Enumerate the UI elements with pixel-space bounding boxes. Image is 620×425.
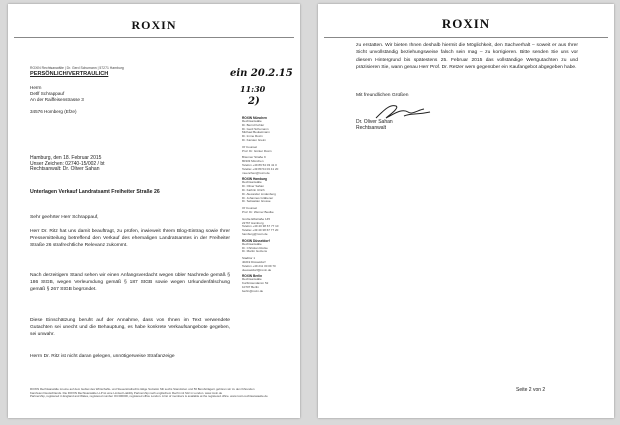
office-line: Dr. Imme Roxin xyxy=(242,135,263,139)
place-date: Hamburg, den 18. Februar 2015 xyxy=(30,155,102,161)
roxin-logo: ROXIN xyxy=(131,18,177,32)
office-line: 10707 Berlin xyxy=(242,285,259,289)
office-line: Stadttor 1 xyxy=(242,257,256,261)
footer-line: Partnership, registered in England and Wales, registered number OC300000, registered office London. A list of members is available at the registered office. www.roxin-rechtsanwaelte.de xyxy=(30,394,268,399)
closing-phrase: Mit freundlichen Grüßen xyxy=(356,93,409,98)
recipient-line: Herrn xyxy=(30,85,42,90)
office-line: Dr. Christian Rocke xyxy=(242,246,268,250)
office-line: Große Elbstraße 145 xyxy=(242,217,271,221)
office-name: ROXIN Düsseldorf xyxy=(242,238,270,243)
sender-line: ROXIN Rechtsanwälte | Dr. Gerd Schumann | 57271 Hamburg xyxy=(30,66,124,70)
office-line: Telefon +49 211 30 09 70 xyxy=(242,264,276,268)
header-rule xyxy=(324,37,608,38)
office-line: berlin@roxin.de xyxy=(242,289,264,293)
recipient-line: 34576 Homberg (Efze) xyxy=(30,109,77,114)
office-line: Kurfürstendamm 52 xyxy=(242,282,269,286)
sidebar-office xyxy=(242,177,298,236)
office-line: Dr. Bernd Kohler xyxy=(242,123,265,127)
body-paragraph: Nach derzeitigem Stand sehen wir einen Anfangsverdacht wegen übler Nachrede gemäß § 186 StGB, wegen Verleumdung gemäß § 187 StGB sowie wegen Urkundenfälschung gemäß § 267 StGB begründet. xyxy=(30,273,230,293)
office-line: Dr. Gerd Schumann xyxy=(242,127,269,131)
signer-block xyxy=(356,120,476,132)
office-line: duesseldorf@roxin.de xyxy=(242,268,272,272)
handwritten-date: ein 20.2.15 xyxy=(230,68,293,79)
office-line: Of Counsel xyxy=(242,207,258,211)
body-paragraph: Diese Einschätzung beruht auf der Annahme, dass von Ihnen im Text verwendete Gutachten sei unecht und die Behauptung, es habe konkrete Verkaufsangebote gegeben, sei unwahr. xyxy=(30,318,230,338)
confidential-label: PERSÖNLICH/VERTRAULICH xyxy=(30,71,109,77)
office-line: Dr. Kathrin Ulrich xyxy=(242,188,265,192)
handwritten-time: 11:30 xyxy=(240,84,266,94)
office-line: Telefon +49 89 54 03 41 0 xyxy=(242,163,277,167)
page-number: Seite 2 von 2 xyxy=(516,387,546,393)
letter-page-1 xyxy=(8,4,300,418)
body-paragraph: Herrn Dr. Ritz ist nicht daran gelegen, unnötigerweise Strafanzeige xyxy=(30,354,175,359)
office-line: Dr. Martin Gotzens xyxy=(242,250,268,254)
office-line: Rechtsanwälte xyxy=(242,181,262,185)
handwritten-initials: 2) xyxy=(248,96,260,107)
office-line: Rechtsanwälte xyxy=(242,120,262,123)
office-line: Dr. Karsten Greim xyxy=(242,138,267,142)
salutation: Sehr geehrter Herr Schrappauf, xyxy=(30,215,99,220)
office-line: Prof. Dr. Werner Beulke xyxy=(242,210,274,214)
roxin-logo: ROXIN xyxy=(441,16,491,31)
office-line: Telefon +49 40 38 67 77 10 xyxy=(242,225,279,229)
firm-sidebar xyxy=(242,114,298,293)
office-line: Dr. Johannes Gräbener xyxy=(242,196,274,200)
recipient-line: Detlf Schrappauf xyxy=(30,91,65,96)
office-line: Prof. Dr. Günter Roxin xyxy=(242,149,272,153)
sidebar-office xyxy=(242,116,298,175)
header-rule xyxy=(14,37,294,38)
office-line: Of Counsel xyxy=(242,145,258,149)
signer-name: Dr. Oliver Sahan xyxy=(356,119,393,125)
lawyer-name: Rechtsanwalt: Dr. Oliver Sahan xyxy=(30,166,100,173)
office-line: Michael Beukelmann xyxy=(242,131,270,135)
office-name: ROXIN Berlin xyxy=(242,274,263,279)
office-line: Dr. Oliver Sahan xyxy=(242,185,265,189)
signer-title: Rechtsanwalt xyxy=(356,124,387,131)
office-line: Dr. Alexander Lindenberg xyxy=(242,192,276,196)
sidebar-office xyxy=(242,274,298,293)
reference-number: Unser Zeichen: 02740-15/002 / bt xyxy=(30,160,105,167)
office-line: 40219 Düsseldorf xyxy=(242,260,266,264)
office-line: hamburg@roxin.de xyxy=(242,232,268,236)
office-line: Telefax +49 89 54 03 41 20 xyxy=(242,167,279,171)
footer-line: ROXIN Rechtsanwälte ist eine auf dem Gebiet des Wirtschafts- und Steuerstrafrechts tätige Sozietät. Mit sechs Standorten und 56 Berufsträgern gehören wir zu den führenden xyxy=(30,387,255,391)
footer-line: Kanzleien Deutschlands. Die ROXIN Rechtsanwälte LLP ist eine Limited Liability Partnership nach englischem Recht mit Sitz in London. www.roxin.de xyxy=(30,390,223,395)
office-line: Dr. Sebastian Grosse xyxy=(242,200,271,204)
office-line: Telefax +49 40 38 67 77 20 xyxy=(242,229,279,233)
office-name: ROXIN Hamburg xyxy=(242,177,267,182)
reference-block xyxy=(30,156,180,173)
subject-line: Unterlagen Verkauf Landratsamt Freiheiter Straße 26 xyxy=(30,189,160,195)
sidebar-office xyxy=(242,239,298,273)
office-line: 80333 München xyxy=(242,160,264,164)
body-paragraph: zu erstatten. Wir bieten Ihnen deshalb hiermit die Möglichkeit, den Sachverhalt – soweit er aus Ihrer Sicht unvollständig beziehungsweise falsch sein mag – zu korrigieren. Bitte senden Sie uns vor diesem Hintergrund bis spätestens 25. Februar 2015 das vollständige Wertgutachten zu und präzisieren Sie, wann genau Herr Prof. Dr. Retzer wem gegenüber ein Kaufangebot abgegeben habe. xyxy=(356,43,578,71)
office-name: ROXIN München xyxy=(242,116,267,120)
recipient-line: An der Raiffeisenstrasse 3 xyxy=(30,97,84,102)
recipient-address xyxy=(30,85,150,115)
office-line: 22767 Hamburg xyxy=(242,221,264,225)
office-line: Rechtsanwälte xyxy=(242,242,262,246)
office-line: muenchen@roxin.de xyxy=(242,171,270,175)
office-line: Rechtsanwälte xyxy=(242,278,262,282)
letter-page-2 xyxy=(318,4,614,418)
body-paragraph: Herr Dr. Ritz hat uns damit beauftragt, zu prüfen, inwieweit Ihrem Blog-Eintrag sowie Ihrer Pressemitteilung betreffend den Verkauf des ehemaligen Landratsamtes in der Freiheiter Straße 26 strafrechtliche Relevanz zukommt. xyxy=(30,229,230,249)
letter-footer xyxy=(30,388,280,399)
office-line: Brienner Straße 9 xyxy=(242,156,266,160)
